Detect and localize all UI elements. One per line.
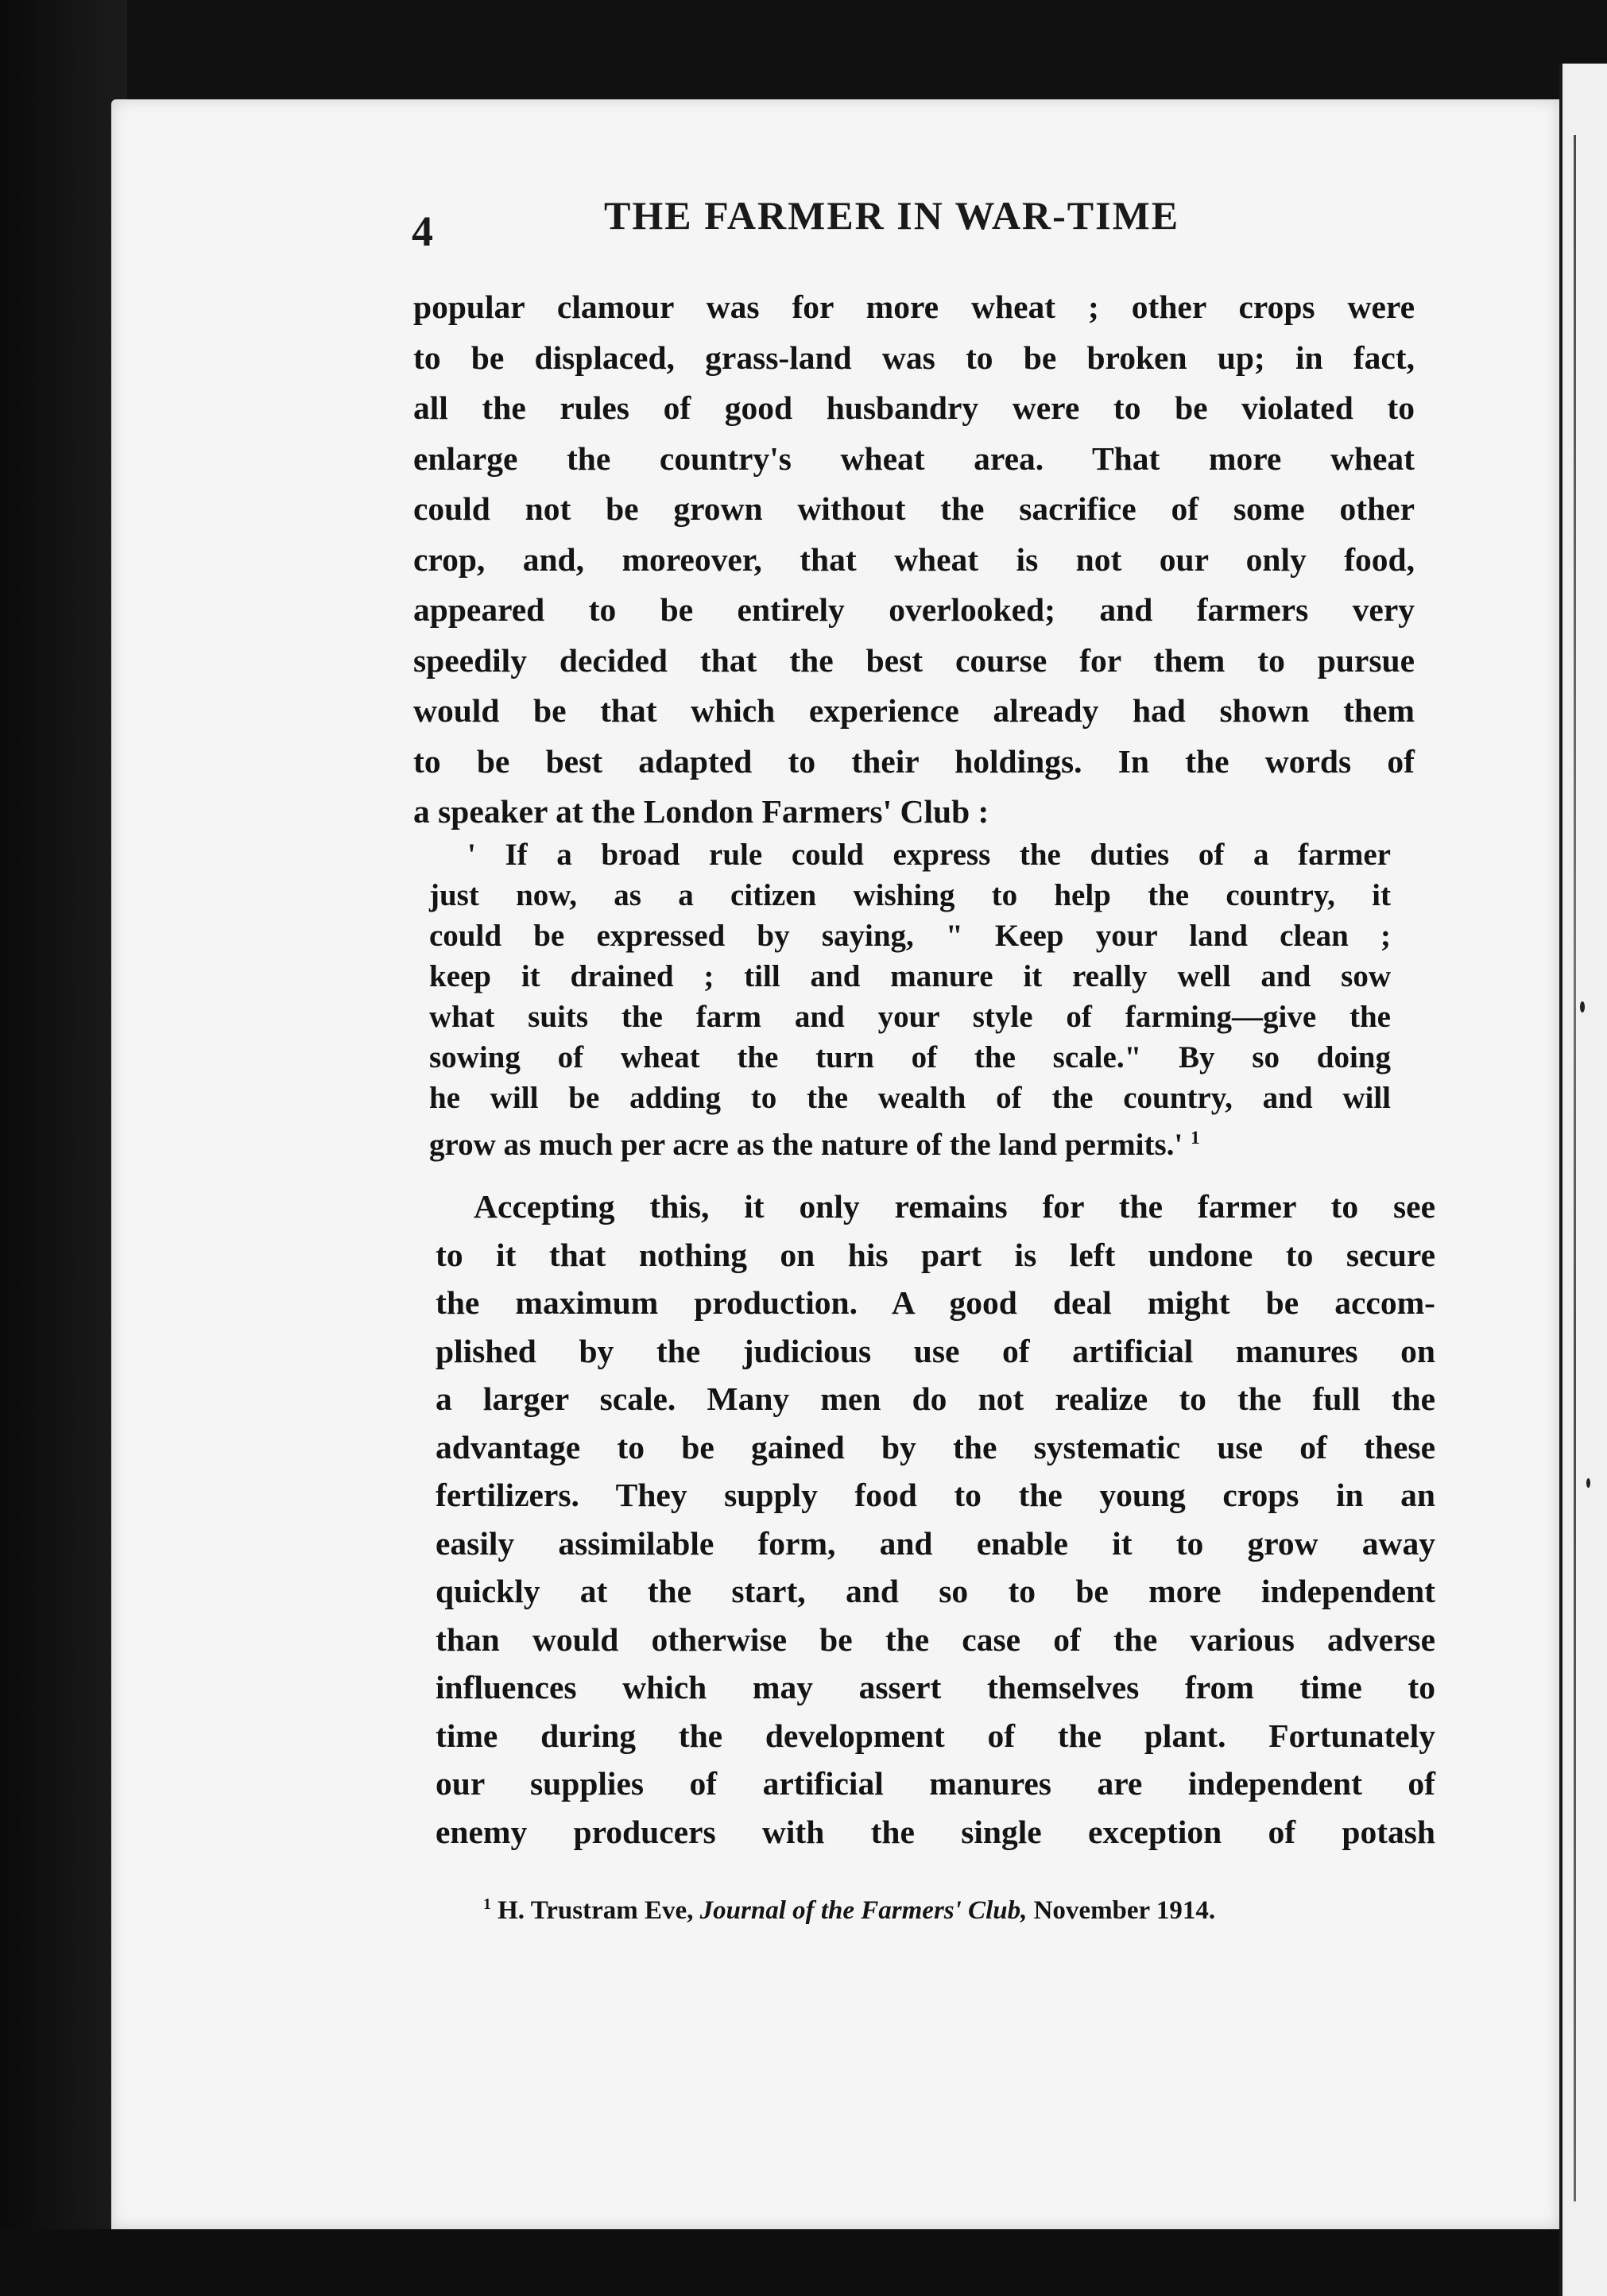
paragraph-line: appeared to be entirely overlooked; and farmers very [413,591,1415,628]
paragraph-line: would be that which experience already had shown them [413,692,1415,729]
paragraph-line: enemy producers with the single exception of potash [436,1813,1435,1850]
paragraph-line: than would otherwise be the case of the various adverse [436,1620,1435,1658]
paragraph-line: a larger scale. Many men do not realize to the full the [436,1380,1435,1417]
quote-line: he will be adding to the wealth of the country, and will [429,1081,1391,1115]
paragraph-line: to it that nothing on his part is left undone to secure [436,1236,1435,1273]
paragraph-line: the maximum production. A good deal might be accom- [436,1284,1435,1321]
paragraph-2 [436,1183,1435,1856]
paragraph-line: crop, and, moreover, that wheat is not our only food, [413,540,1415,578]
paragraph-1 [413,282,1415,838]
paragraph-line: advantage to be gained by the systematic use of these [436,1428,1435,1465]
binding-strip [1559,64,1607,2296]
page-number: 4 [412,207,433,255]
paragraph-line: Accepting this, it only remains for the farmer to see [474,1188,1435,1225]
scan-speck [1580,1001,1585,1012]
binding-edge-line [1574,135,1576,2201]
running-head: THE FARMER IN WAR-TIME [604,193,1180,238]
quote-line: sowing of wheat the turn of the scale." By so doing [429,1040,1391,1074]
footnote-author: H. Trustram Eve, [498,1896,694,1925]
paragraph-line: easily assimilable form, and enable it to grow away [436,1524,1435,1562]
quote-line: keep it drained ; till and manure it really well and sow [429,959,1391,993]
footnote-date: November 1914. [1033,1896,1216,1925]
scan-bottom-margin [0,2229,1559,2296]
paragraph-line: a speaker at the London Farmers' Club : [413,793,989,830]
block-quote [429,834,1391,1165]
quote-line: just now, as a citizen wishing to help the country, it [429,878,1391,912]
paragraph-line: popular clamour was for more wheat ; other crops were [413,288,1415,325]
quote-last-line [429,1118,1391,1165]
paragraph-line: to be best adapted to their holdings. In the words of [413,742,1415,780]
footnote [483,1895,1453,1926]
paragraph-line: our supplies of artificial manures are independent of [436,1765,1435,1802]
paragraph-line: to be displaced, grass-land was to be broken up; in fact, [413,339,1415,376]
paragraph-line: fertilizers. They supply food to the young crops in an [436,1477,1435,1513]
scan-left-margin [0,0,127,2296]
paragraph-line: influences which may assert themselves from time to [436,1669,1435,1706]
footnote-reference[interactable]: 1 [1190,1128,1200,1148]
quote-line: grow as much per acre as the nature of the land permits.' [429,1128,1183,1162]
paragraph-line: time during the development of the plant. Fortunately [436,1717,1435,1754]
footnote-journal: Journal of the Farmers' Club, [699,1896,1028,1925]
quote-line: ' If a broad rule could express the duties of a farmer [467,838,1391,872]
paragraph-line: all the rules of good husbandry were to be violated to [413,389,1415,426]
scan-speck [1586,1478,1590,1488]
quote-line: what suits the farm and your style of farming—give the [429,1000,1391,1034]
quote-line: could be expressed by saying, " Keep your land clean ; [429,919,1391,953]
footnote-marker: 1 [483,1895,491,1913]
paragraph-line: enlarge the country's wheat area. That more wheat [413,439,1415,477]
paragraph-line: plished by the judicious use of artificial manures on [436,1332,1435,1369]
paragraph-line: could not be grown without the sacrifice of some other [413,490,1415,527]
paragraph-line: speedily decided that the best course for them to pursue [413,641,1415,679]
paragraph-line: quickly at the start, and so to be more independent [436,1573,1435,1609]
